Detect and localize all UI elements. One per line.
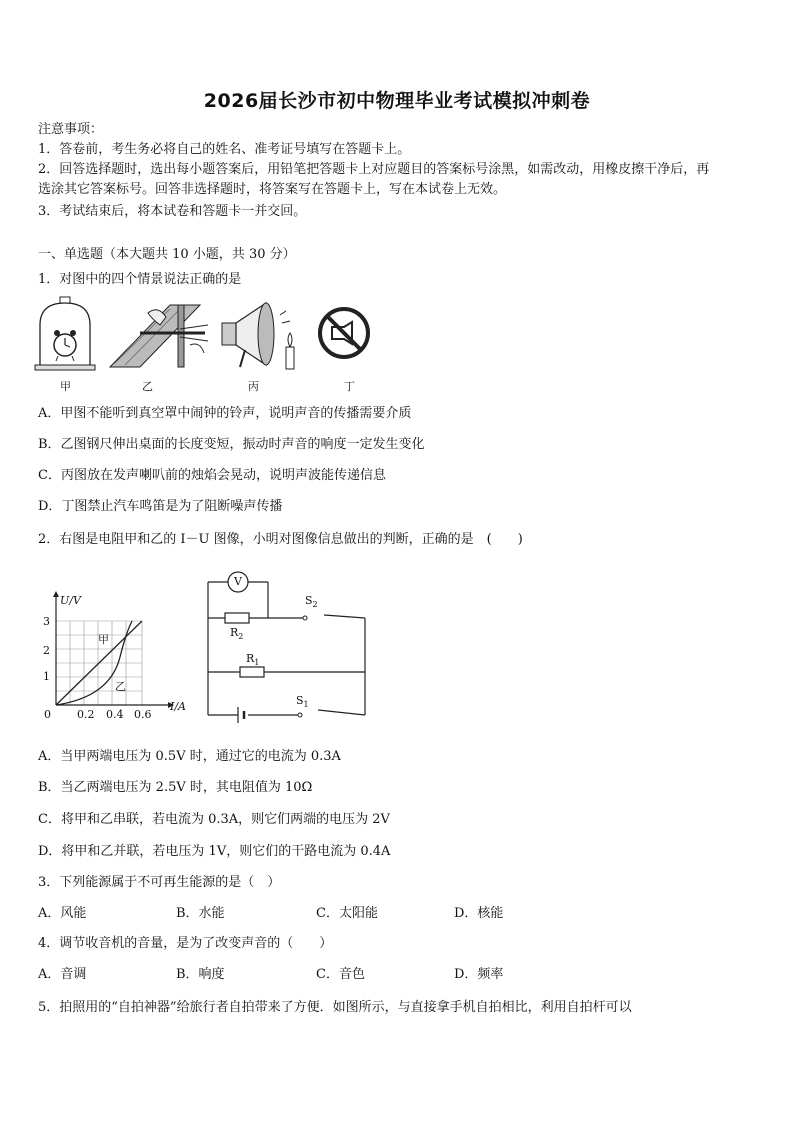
q2-option-d: D．将甲和乙并联，若电压为 1V，则它们的干路电流为 0.4A: [38, 844, 391, 859]
question-5-stem: 5．拍照用的“自拍神器”给旅行者自拍带来了方便．如图所示，与直接拿手机自拍相比，利用自拍杆可以: [38, 1000, 632, 1015]
graph-x-tick: 0.6: [134, 708, 152, 721]
no-horn-sign-icon: [320, 309, 368, 357]
q1-option-a: A．甲图不能听到真空罩中闹钟的铃声，说明声音的传播需要介质: [38, 406, 412, 421]
resistor-r1-label: $R_1$: [246, 652, 260, 668]
notice-item: 2．回答选择题时，选出每小题答案后，用铅笔把答题卡上对应题目的答案标号涂黑，如需改动，用橡皮擦干净后，再: [38, 162, 710, 177]
curve-label-jia: 甲: [98, 633, 109, 646]
curve-label-yi: 乙: [115, 680, 126, 693]
question-1-stem: 1．对图中的四个情景说法正确的是: [38, 272, 242, 287]
switch-s2-label: $S_2$: [305, 594, 318, 610]
q1-figures: [30, 295, 390, 395]
resistor-r2-label: $R_2$: [230, 626, 244, 642]
graph-x-tick: 0.2: [77, 708, 95, 721]
graph-x-tick: 0.4: [106, 708, 124, 721]
graph-origin: 0: [44, 708, 51, 721]
resistor-r2: [225, 613, 249, 623]
notice-item: 3．考试结束后，将本试卷和答题卡一并交回。: [38, 204, 307, 219]
q2-option-a: A．当甲两端电压为 0.5V 时，通过它的电流为 0.3A: [38, 749, 341, 764]
notice-heading: 注意事项：: [38, 122, 104, 137]
graph-y-tick: 2: [43, 644, 50, 657]
speaker-candle-icon: [222, 303, 294, 369]
figure-label-bing: 丙: [248, 380, 259, 393]
notice-item: 选涂其它答案标号。回答非选择题时，将答案写在答题卡上，写在本试卷上无效。: [38, 182, 507, 197]
question-3-stem: 3．下列能源属于不可再生能源的是（ ）: [38, 875, 281, 890]
graph-x-label: I/A: [170, 700, 186, 713]
circuit-diagram: [200, 570, 380, 730]
q1-option-d: D．丁图禁止汽车鸣笛是为了阻断噪声传播: [38, 499, 283, 514]
figure-label-ding: 丁: [344, 380, 355, 393]
ruler-table-icon: [110, 305, 208, 367]
graph-y-tick: 1: [43, 670, 50, 683]
q3-option-a: A．风能: [38, 906, 87, 921]
graph-y-tick: 3: [43, 615, 50, 628]
notice-item: 1．答卷前，考生务必将自己的姓名、准考证号填写在答题卡上。: [38, 142, 411, 157]
question-2-stem: 2．右图是电阻甲和乙的 I－U 图像，小明对图像信息做出的判断，正确的是 ( ): [38, 532, 523, 547]
q1-option-b: B．乙图钢尺伸出桌面的长度变短，振动时声音的响度一定发生变化: [38, 437, 425, 452]
figure-label-yi: 乙: [142, 380, 153, 393]
figure-label-jia: 甲: [60, 380, 71, 393]
q4-option-c: C．音色: [316, 967, 365, 982]
resistor-r1: [240, 667, 264, 677]
section-heading: 一、单选题（本大题共 10 小题，共 30 分）: [38, 247, 296, 262]
q2-option-c: C．将甲和乙串联，若电流为 0.3A，则它们两端的电压为 2V: [38, 812, 390, 827]
voltmeter-label: V: [234, 575, 242, 588]
q4-option-a: A．音调: [38, 967, 87, 982]
page-title: 2026届长沙市初中物理毕业考试模拟冲刺卷: [203, 90, 591, 112]
q1-option-c: C．丙图放在发声喇叭前的烛焰会晃动，说明声波能传递信息: [38, 468, 386, 483]
q3-option-d: D．核能: [454, 906, 504, 921]
question-4-stem: 4．调节收音机的音量，是为了改变声音的（ ）: [38, 936, 333, 951]
q4-option-d: D．频率: [454, 967, 504, 982]
q3-option-c: C．太阳能: [316, 906, 378, 921]
switch-s1-label: $S_1$: [296, 694, 309, 710]
q3-option-b: B．水能: [176, 906, 225, 921]
q2-option-b: B．当乙两端电压为 2.5V 时，其电阻值为 10Ω: [38, 780, 313, 795]
graph-y-label: U/V: [60, 594, 81, 607]
q4-option-b: B．响度: [176, 967, 225, 982]
bell-jar-icon: [35, 297, 95, 370]
